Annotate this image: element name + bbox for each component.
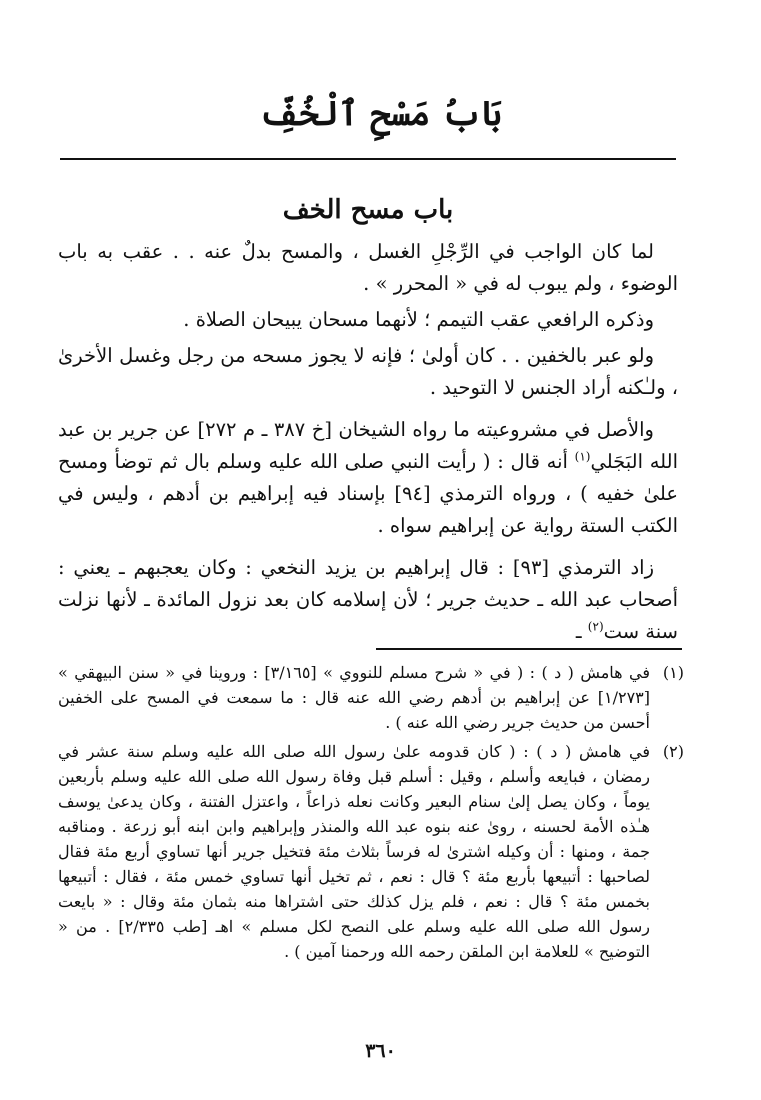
footnote-number: (١) [662,663,684,682]
paragraph-5-end: ـ [575,620,588,643]
footnote-1 [58,660,684,735]
paragraph-4-end: أنه قال : ( رأيت النبي صلى الله عليه وسلم بال ثم توضأ ومسح علىٰ خفيه ) ، ورواه الترمذي [٩٤] بإسناد فيه إبراهيم بن أدهم ، وليس في الكتب الستة رواية عن إبراهيم سواه . [58,450,678,537]
paragraph-5-start: زاد الترمذي [٩٣] : قال إبراهيم بن يزيد النخعي : وكان يعجبهم ـ يعني : أصحاب عبد الله ـ حديث جرير ؛ لأن إسلامه كان بعد نزول المائدة ـ لأنها نزلت سنة ست [58,556,678,643]
footnote-text: في هامش ( د ) : ( كان قدومه علىٰ رسول الله صلى الله عليه وسلم سنة عشر في رمضان ، فبايعه وأسلم ، وقيل : أسلم قبل وفاة رسول الله صلى الله عليه وسلم بأربعين يوماً ، وكان يصل إلىٰ سنام البعير وكانت نعله ذراعاً ، واعتزل الفتنة ، وكان يدعىٰ يوسف هـٰذه الأمة لحسنه ، روىٰ عنه بنوه عبد الله والمنذر وإبراهيم وابن ابنه أبو زرعة . ومناقبه جمة ، ومنها : أن وكيله اشترىٰ له فرساً بثلاث مئة فتخيل جرير أنها تساوي أربع مئة فقال لصاحبها : أتبيعها بأربع مئة ؟ قال : نعم ، ثم تخيل أنها تساوي خمس مئة ، فقال : أتبيعها بخمس مئة ؟ قال : نعم ، فلم يزل كذلك حتى اشتراها منه بثمان مئة وقال : « بايعت رسول الله صلى الله عليه وسلم على النصح لكل مسلم » اهـ [طب ٢/٣٣٥] . من « التوضيح » للعلامة ابن الملقن رحمه الله ورحمنا آمين ) . [58,742,650,961]
title-divider [60,158,676,160]
main-text [58,236,678,658]
paragraph-5 [58,552,678,648]
footnote-ref-2: (٢) [587,619,604,634]
paragraph-1: لما كان الواجب في الرِّجْلِ الغسل ، والمسح بدلٌ عنه . . عقب به باب الوضوء ، ولم يبوب له في « المحرر » . [58,240,678,295]
footnotes [58,660,684,968]
paragraph-4-start: والأصل في مشروعيته ما رواه الشيخان [خ ٣٨٧ ـ م ٢٧٢] عن جرير بن عبد الله البَجَلي [58,418,678,473]
page-number: ٣٦٠ [365,1040,396,1062]
paragraph-2: وذكره الرافعي عقب التيمم ؛ لأنهما مسحان يبيحان الصلاة . [183,308,654,331]
footnote-divider [376,648,682,650]
footnote-ref-1: (١) [574,449,591,464]
paragraph-4 [58,414,678,542]
paragraph-3: ولو عبر بالخفين . . كان أولىٰ ؛ فإنه لا يجوز مسحه من رجل وغسل الأخرىٰ ، ولـٰكنه أراد الجنس لا التوحيد . [58,344,678,399]
footnote-text: في هامش ( د ) : ( في « شرح مسلم للنووي » [٣/١٦٥] : وروينا في « سنن البيهقي » [١/٢٧٣] عن إبراهيم بن أدهم رضي الله عنه قال : ما سمعت في المسح على الخفين أحسن من حديث جرير رضي الله عنه ) . [58,663,651,732]
section-heading: باب مسح الخف [282,195,454,225]
chapter-title: بَابُ مَسْحِ ٱلْخُفِّ [259,94,502,134]
footnote-2 [58,739,684,964]
footnote-number: (٢) [662,742,684,761]
